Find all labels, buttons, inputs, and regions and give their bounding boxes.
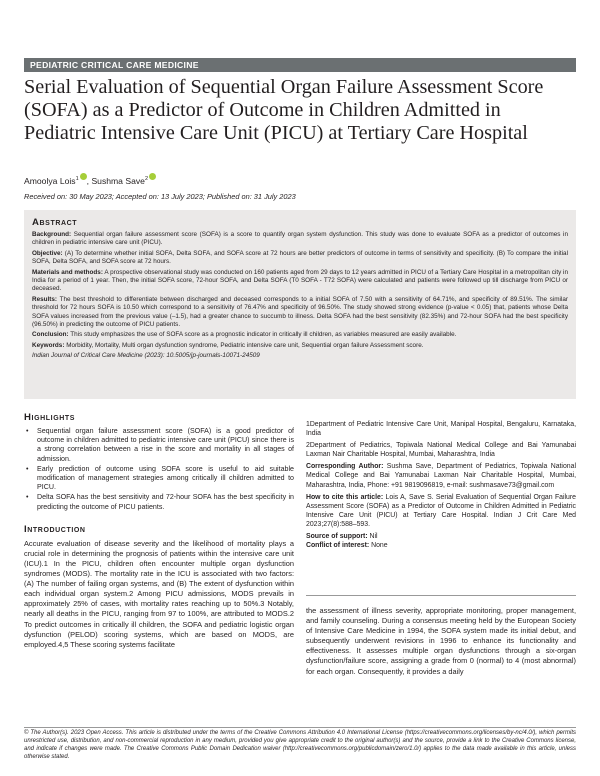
left-column	[24, 412, 294, 650]
publication-dates: Received on: 30 May 2023; Accepted on: 13 July 2023; Published on: 31 July 2023	[24, 192, 296, 201]
abstract-text: Sequential organ failure assessment score (SOFA) is a score to quantify organ system dysfunction. This study was done to evaluate SOFA as a predictor of outcomes in children in pediatric intensive care unit (PICU).	[32, 231, 568, 247]
abstract-text: (A) To determine whether initial SOFA, Delta SOFA, and SOFA score at 72 hours are better predictors of outcome in terms of sensitivity and specificity. (B) To compare the initial SOFA, Delta SOFA, and SOFA score at 72 hours.	[32, 249, 568, 266]
abstract-text: The best threshold to differentiate between discharged and deceased corresponds to a initial SOFA of 7.50 with a sensitivity of 64.71%, and specificity of 89.51%. The similar threshold for 72 hours SOFA is 10.50 which correspond to a sensitivity of 76.47% and specificity of 96.50%. The study showed strong evidence (p-value < 0.05) that, patients whose Delta SOFA values increased from the previous value (–1.5), had a greater chance to succumb to illness. Delta SOFA had the best sensitivity (82.35%) and 72-hour SOFA had the best specificity (96.50%) in predicting the outcome of PICU patients.	[32, 295, 568, 329]
introduction-heading: Introduction	[24, 523, 86, 535]
section-banner: PEDIATRIC CRITICAL CARE MEDICINE	[24, 58, 576, 72]
conflict-text: None	[369, 542, 388, 550]
author-affiliation-number: 2	[144, 176, 149, 182]
corresponding-text: Sushma Save, Department of Pediatrics, Topiwala National Medical College and Bai Yamunabai Laxman Nair Charitable Hospital, Mumbai, Maharashtra, India, Phone: +91 9819096819, e-mail: sushmasave73@gmail.com	[306, 463, 576, 489]
abstract-text: Morbidity, Mortality, Multi organ dysfunction syndrome, Pediatric intensive care unit, Sequential organ failure Assessment score.	[64, 341, 424, 349]
support-text: Nil	[367, 533, 378, 541]
highlight-item: • Delta SOFA has the best sensitivity and 72-hour SOFA has the best specificity in predicting the outcome of PICU patients.	[24, 493, 294, 511]
corresponding-author	[306, 462, 576, 489]
introduction-text: Accurate evaluation of disease severity and the likelihood of mortality plays a crucial role in determining the prognosis of patients within the intensive care unit (ICU).1 In the PICU, children often encounter multiple organ dysfunction syndromes (MODS). The mortality rate in the ICU is associated with two factors: (A) The number of failing organ systems, and (B) The extent of dysfunction within each individual organ system.2 Among PICU admissions, MODS prevails in approximately 25% of cases, with mortality rates reaching up to 50%.3 Notably, nearly all deaths in the PICU, ranging from 97 to 100%, are attributed to MODS.2 To predict outcomes in critically ill children, the SOFA and pediatric logistic organ dysfunction (PELOD) scoring systems, which are based on MODS, are employed.4,5 These scoring systems facilitate	[24, 538, 294, 649]
abstract-paragraph	[32, 296, 568, 330]
orcid-icon[interactable]	[80, 173, 87, 180]
affiliation: 2Department of Pediatrics, Topiwala National Medical College and Bai Yamunabai Laxman Nair Charitable Hospital, Mumbai, Maharashtra, India	[306, 442, 576, 459]
introduction-continuation: the assessment of illness severity, appropriate monitoring, proper management, and family counseling. During a consensus meeting held by the European Society of Intensive Care Medicine in 1994, the SOFA system made its initial debut, and subsequently underwent revisions in 1996 to enhance its functionality and effectiveness. It assesses multiple organ dysfunctions through a six-organ dysfunction/failure score, assigning a grade from 0 (normal) to 4 (most abnormal) for each organ. Consequently, it provides a daily	[306, 606, 576, 676]
abstract-paragraph	[32, 331, 568, 339]
source-of-support	[306, 532, 576, 541]
right-column-body	[306, 606, 576, 677]
author-line	[24, 173, 156, 187]
abstract-label: Materials and methods:	[32, 268, 103, 276]
author-affiliation-number: 1	[75, 176, 79, 182]
abstract-paragraph	[32, 231, 568, 248]
highlight-item: • Early prediction of outcome using SOFA score is useful to aid suitable modification of management strategies among critically ill children admitted to PICU.	[24, 465, 294, 493]
abstract-heading: Abstract	[32, 217, 78, 228]
citation-text: Lois A, Save S. Serial Evaluation of Sequential Organ Failure Assessment Score (SOFA) as a Predictor of Outcome in Children Admitted in Pediatric Intensive Care Unit (PICU) at Tertiary Care Hospital. Indian J Crit Care Med 2023;27(8):588–593.	[306, 493, 577, 528]
conflict-label: Conflict of interest:	[306, 542, 370, 550]
abstract-label: Conclusion:	[32, 331, 69, 339]
abstract-paragraph	[32, 250, 568, 267]
support-label: Source of support:	[306, 533, 368, 541]
corresponding-label: Corresponding Author:	[306, 463, 384, 471]
author-name: Sushma Save	[91, 175, 145, 186]
highlights-heading: Highlights	[24, 412, 76, 423]
column-divider	[306, 595, 576, 596]
orcid-icon[interactable]	[149, 173, 156, 180]
conflict-of-interest	[306, 541, 576, 550]
article-title: Serial Evaluation of Sequential Organ Failure Assessment Score (SOFA) as a Predictor of Outcome in Children Admitted in Pediatric Intensive Care Unit (PICU) at Tertiary Care Hospital	[24, 76, 544, 144]
affiliation: 1Department of Pediatric Intensive Care Unit, Manipal Hospital, Bengaluru, Karnataka, India	[306, 421, 576, 438]
highlight-item: • Sequential organ failure assessment score (SOFA) is a good predictor of outcome in children admitted to pediatric intensive care unit (PICU) since there is a strong correlation between a rise in the score and mortality in all stages of admission.	[24, 427, 294, 464]
citation	[306, 493, 576, 529]
journal-doi-line[interactable]: Indian Journal of Critical Care Medicine (2023): 10.5005/jp-journals-10071-24509	[32, 352, 260, 360]
abstract-paragraph	[32, 342, 568, 350]
abstract-label: Objective:	[32, 249, 63, 257]
footer-divider	[24, 727, 576, 728]
citation-label: How to cite this article:	[306, 493, 384, 501]
author-separator: ,	[86, 175, 92, 186]
abstract-text: A prospective observational study was conducted on 160 patients aged from 29 days to 12 years admitted in PICU of a Tertiary Care Hospital in a metropolitan city in India for a period of 1 year. Then, the initial SOFA score, 72-hour SOFA, and Delta SOFA (T0 SOFA - T72 SOFA) were calculated and patients were followed up till discharge from PICU or deceased.	[32, 268, 568, 293]
abstract-label: Results:	[32, 295, 58, 303]
abstract-paragraph	[32, 269, 568, 294]
highlights-list	[24, 427, 294, 512]
right-column-affiliations	[306, 420, 576, 553]
abstract-text: This study emphasizes the use of SOFA score as a prognostic indicator in critically ill children, as variables measured are easily available.	[68, 331, 457, 339]
author-name: Amoolya Lois	[24, 175, 76, 186]
abstract-box	[24, 210, 576, 399]
abstract-label: Background:	[32, 231, 72, 238]
abstract-label: Keywords:	[32, 341, 65, 349]
license-footer: © The Author(s). 2023 Open Access. This article is distributed under the terms of the Creative Commons Attribution 4.0 International License (https://creativecommons.org/licenses/by-nc/4.0/), which permits unrestricted use, distribution, and non-commercial reproduction in any medium, provided you give appropriate credit to the original author(s) and the source, provide a link to the Creative Commons license, and indicate if changes were made. The Creative Commons Public Domain Dedication waiver (http://creativecommons.org/publicdomain/zero/1.0/) applies to the data made available in this article, unless otherwise stated.	[24, 730, 576, 760]
